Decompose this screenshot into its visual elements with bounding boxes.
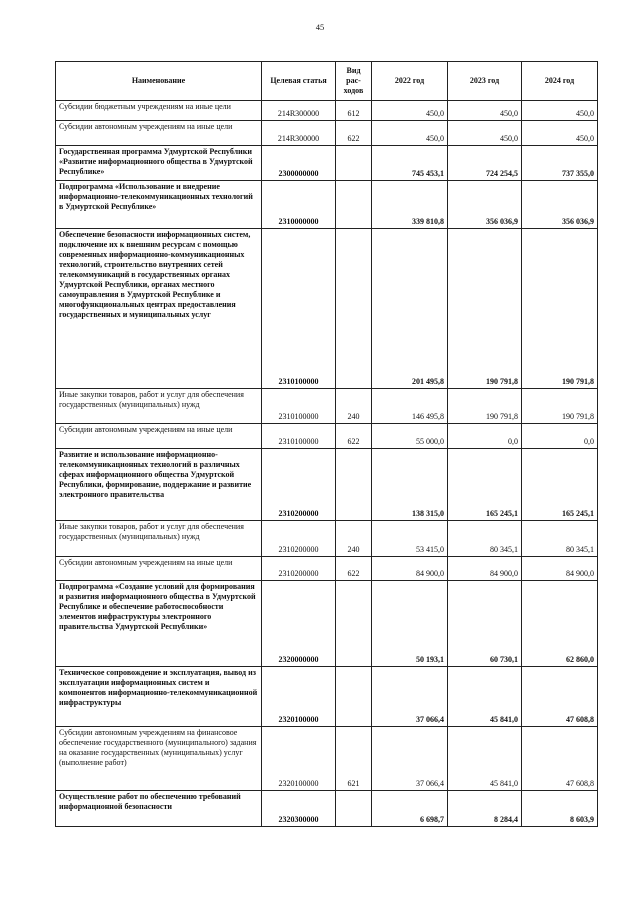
row-expense: 240 [336,521,372,557]
row-target: 2320300000 [262,791,336,827]
row-target: 2310100000 [262,389,336,424]
row-name: Субсидии автономным учреждениям на иные цели [56,121,262,146]
row-name: Развитие и использование информационно-телекоммуникационных технологий в различных сферах информационного общества Удмуртской Республики, формирование, поддержание и развитие электронного правительства [56,449,262,521]
budget-table [55,61,598,827]
row-target: 2320000000 [262,581,336,667]
row-2022: 6 698,7 [372,791,448,827]
row-name: Иные закупки товаров, работ и услуг для обеспечения государственных (муниципальных) нужд [56,389,262,424]
row-expense [336,229,372,389]
row-2023: 450,0 [448,101,522,121]
row-target: 2310100000 [262,424,336,449]
row-2022: 138 315,0 [372,449,448,521]
row-expense: 622 [336,121,372,146]
row-2023: 190 791,8 [448,389,522,424]
row-2023: 165 245,1 [448,449,522,521]
table-row [56,521,598,557]
table-row [56,791,598,827]
row-expense [336,449,372,521]
row-expense: 621 [336,727,372,791]
table-row [56,557,598,581]
row-expense [336,667,372,727]
row-2024: 450,0 [522,101,598,121]
row-target: 214R300000 [262,101,336,121]
row-2022: 450,0 [372,121,448,146]
row-2024: 47 608,8 [522,667,598,727]
row-name: Субсидии автономным учреждениям на иные цели [56,557,262,581]
row-expense [336,181,372,229]
row-2023: 60 730,1 [448,581,522,667]
row-2023: 450,0 [448,121,522,146]
row-name: Субсидии автономным учреждениям на иные цели [56,424,262,449]
row-2024: 62 860,0 [522,581,598,667]
table-row [56,181,598,229]
row-2023: 84 900,0 [448,557,522,581]
row-2024: 47 608,8 [522,727,598,791]
row-2023: 190 791,8 [448,229,522,389]
table-row [56,667,598,727]
row-2024: 356 036,9 [522,181,598,229]
header-2023: 2023 год [448,62,522,101]
row-expense: 622 [336,424,372,449]
row-expense [336,146,372,181]
row-expense: 240 [336,389,372,424]
row-name: Субсидии автономным учреждениям на финансовое обеспечение государственного (муниципального) задания на оказание государственных (муниципальных) услуг (выполнение работ) [56,727,262,791]
row-target: 2310200000 [262,449,336,521]
row-2022: 146 495,8 [372,389,448,424]
row-target: 2310200000 [262,557,336,581]
table-row [56,389,598,424]
row-target: 214R300000 [262,121,336,146]
row-2024: 165 245,1 [522,449,598,521]
row-expense [336,791,372,827]
row-2022: 55 000,0 [372,424,448,449]
row-name: Подпрограмма «Использование и внедрение информационно-телекоммуникационных технологий в Удмуртской Республике» [56,181,262,229]
page-number: 45 [315,22,325,32]
header-2022: 2022 год [372,62,448,101]
row-expense: 612 [336,101,372,121]
row-2022: 339 810,8 [372,181,448,229]
row-2024: 0,0 [522,424,598,449]
row-target: 2300000000 [262,146,336,181]
row-name: Обеспечение безопасности информационных систем, подключение их к внешним ресурсам с помощью современных информационно-коммуникационных технологий, строительство внутренних сетей телекоммуникаций в государственных органах Удмуртской Республики, органах местного самоуправления в Удмуртской Республике и многофункциональных центрах предоставления государственных и муниципальных услуг [56,229,262,389]
row-2023: 0,0 [448,424,522,449]
row-2022: 37 066,4 [372,727,448,791]
row-name: Техническое сопровождение и эксплуатация, вывод из эксплуатации информационных систем и компонентов информационно-телекоммуникационной инфраструктуры [56,667,262,727]
header-expense: Вид рас-ходов [336,62,372,101]
table-row [56,121,598,146]
row-name: Подпрограмма «Создание условий для формирования и развития информационного общества в Удмуртской Республике и обеспечение работоспособности элементов инфраструктуры электронного правительства Удмуртской Республики» [56,581,262,667]
row-2023: 80 345,1 [448,521,522,557]
row-2023: 45 841,0 [448,727,522,791]
row-2024: 190 791,8 [522,229,598,389]
table-row [56,101,598,121]
row-2022: 53 415,0 [372,521,448,557]
row-2022: 745 453,1 [372,146,448,181]
row-2023: 356 036,9 [448,181,522,229]
row-target: 2310200000 [262,521,336,557]
header-2024: 2024 год [522,62,598,101]
row-name: Иные закупки товаров, работ и услуг для обеспечения государственных (муниципальных) нужд [56,521,262,557]
row-2022: 37 066,4 [372,667,448,727]
row-2024: 80 345,1 [522,521,598,557]
row-expense [336,581,372,667]
row-2024: 84 900,0 [522,557,598,581]
row-2024: 190 791,8 [522,389,598,424]
header-target: Целевая статья [262,62,336,101]
row-2024: 450,0 [522,121,598,146]
row-2022: 201 495,8 [372,229,448,389]
row-expense: 622 [336,557,372,581]
row-2023: 724 254,5 [448,146,522,181]
row-name: Государственная программа Удмуртской Республики «Развитие информационного общества в Удмуртской Республике» [56,146,262,181]
row-2022: 84 900,0 [372,557,448,581]
table-row [56,229,598,389]
row-2024: 737 355,0 [522,146,598,181]
row-2022: 50 193,1 [372,581,448,667]
row-2022: 450,0 [372,101,448,121]
table-row [56,424,598,449]
row-2023: 8 284,4 [448,791,522,827]
table-row [56,581,598,667]
row-target: 2320100000 [262,667,336,727]
row-2023: 45 841,0 [448,667,522,727]
table-header-row [56,62,598,101]
row-name: Субсидии бюджетным учреждениям на иные цели [56,101,262,121]
table-row [56,727,598,791]
row-target: 2310000000 [262,181,336,229]
table-row [56,146,598,181]
row-name: Осуществление работ по обеспечению требований информационной безопасности [56,791,262,827]
row-target: 2320100000 [262,727,336,791]
row-2024: 8 603,9 [522,791,598,827]
row-target: 2310100000 [262,229,336,389]
table-row [56,449,598,521]
header-name: Наименование [56,62,262,101]
